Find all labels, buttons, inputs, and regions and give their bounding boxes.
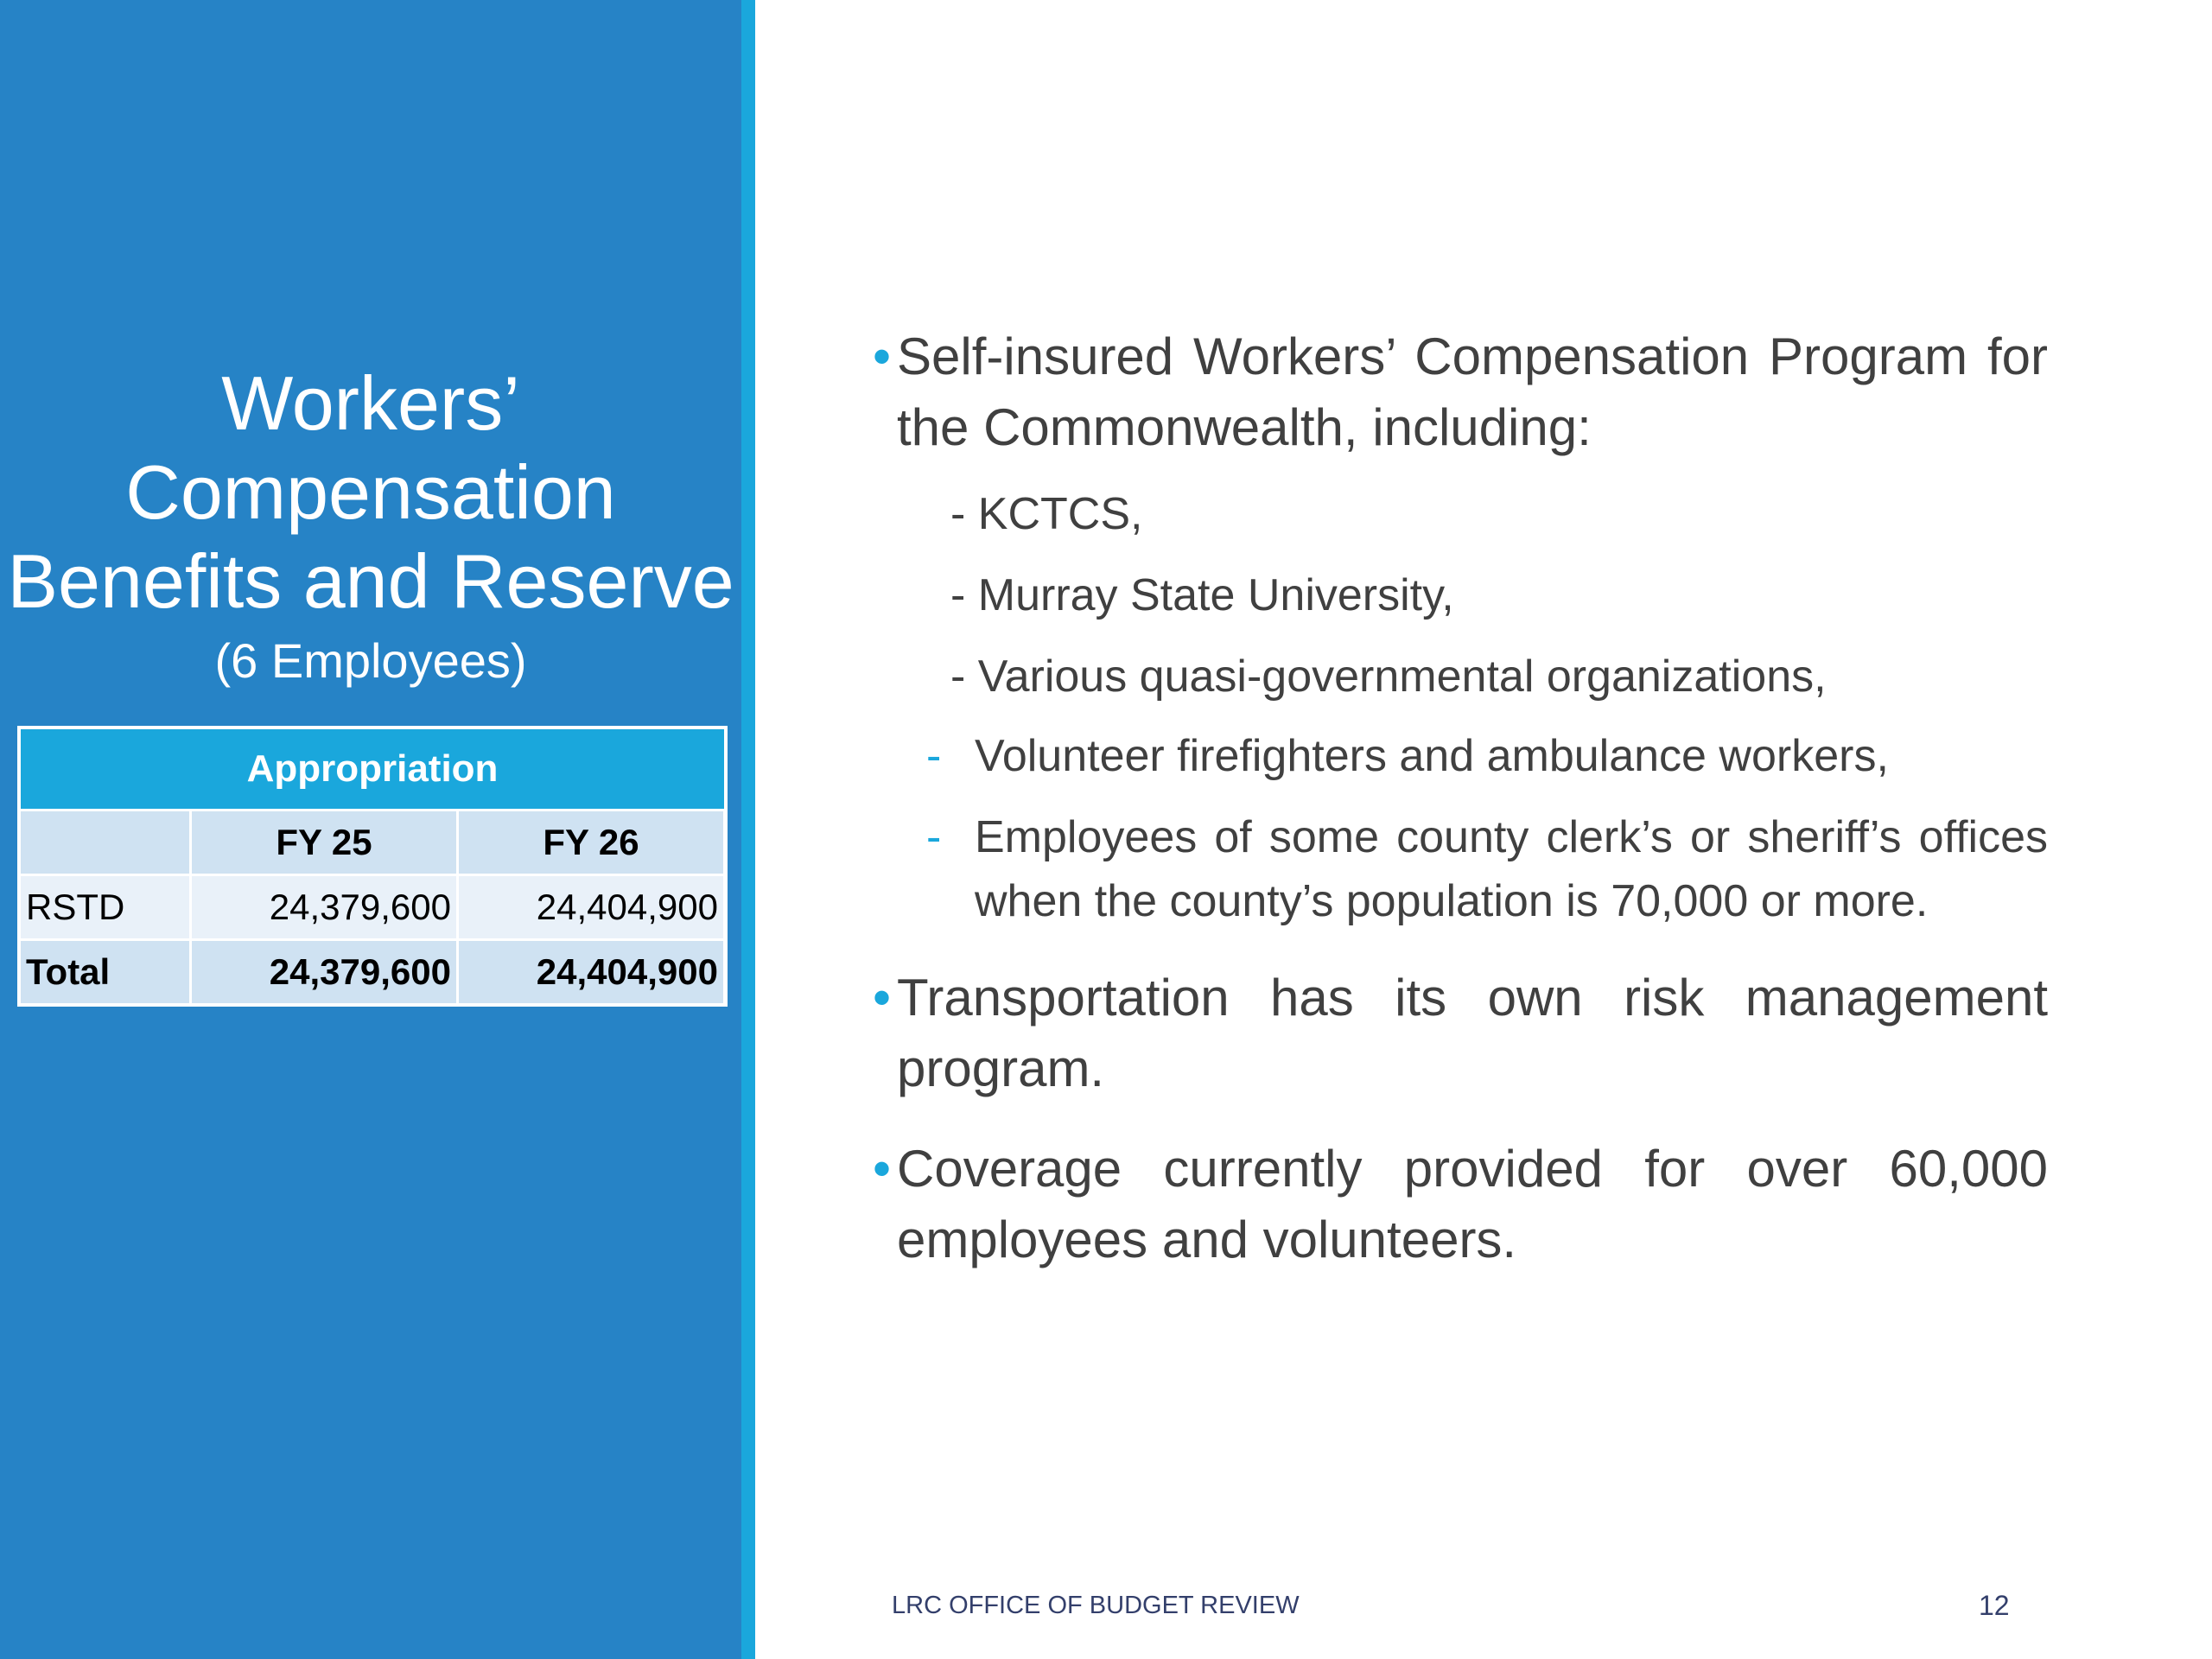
bullet-text: Self-insured Workers’ Compensation Program for the Commonwealth, including: (897, 327, 2048, 456)
bullet-text: Coverage currently provided for over 60,000 employees and volunteers. (897, 1140, 2048, 1268)
title-line-1: Workers’ (221, 360, 520, 446)
dash-icon: - (926, 812, 942, 862)
dash-item (873, 805, 2048, 933)
row-label: Total (21, 941, 189, 1003)
bullet-text: Transportation has its own risk management program. (897, 969, 2048, 1097)
sub-item: - Murray State University, (950, 570, 1454, 620)
title-line-3: Benefits and Reserve (7, 538, 734, 624)
row-label: RSTD (21, 876, 189, 938)
page-number: 12 (1979, 1590, 2010, 1621)
dash-item-text: Employees of some county clerk’s or sheriff’s offices when the county’s population is 70,000 or more. (975, 812, 2048, 926)
slide-subtitle: (6 Employees) (214, 633, 527, 688)
dash-item-text: Volunteer firefighters and ambulance workers, (975, 731, 1889, 781)
bullet-item (873, 321, 2048, 463)
content-body (873, 321, 2048, 1275)
bullet-item (873, 963, 2048, 1104)
table-row-total (21, 941, 724, 1003)
bullet-item (873, 1134, 2048, 1275)
cell-fy26: 24,404,900 (459, 876, 723, 938)
title-line-2: Compensation (125, 449, 616, 535)
cell-fy25: 24,379,600 (192, 876, 456, 938)
column-header-blank (21, 811, 189, 874)
left-accent-bar (741, 0, 755, 1659)
appropriation-table (17, 726, 728, 1007)
slide-title (0, 359, 741, 626)
table-header: Appropriation (21, 729, 724, 809)
dash-item (873, 724, 2048, 788)
bullet-icon: • (873, 969, 892, 1027)
cell-fy25: 24,379,600 (192, 941, 456, 1003)
column-header-fy26: FY 26 (459, 811, 723, 874)
dash-icon: - (926, 731, 942, 781)
bullet-icon: • (873, 327, 892, 385)
column-header-fy25: FY 25 (192, 811, 456, 874)
sub-item: - KCTCS, (950, 489, 1143, 539)
table-row (21, 876, 724, 938)
bullet-icon: • (873, 1140, 892, 1198)
table-column-headers (21, 811, 724, 874)
sub-item: - Various quasi-governmental organizations, (950, 652, 1827, 702)
footer-office-label: LRC OFFICE OF BUDGET REVIEW (892, 1592, 1300, 1619)
cell-fy26: 24,404,900 (459, 941, 723, 1003)
